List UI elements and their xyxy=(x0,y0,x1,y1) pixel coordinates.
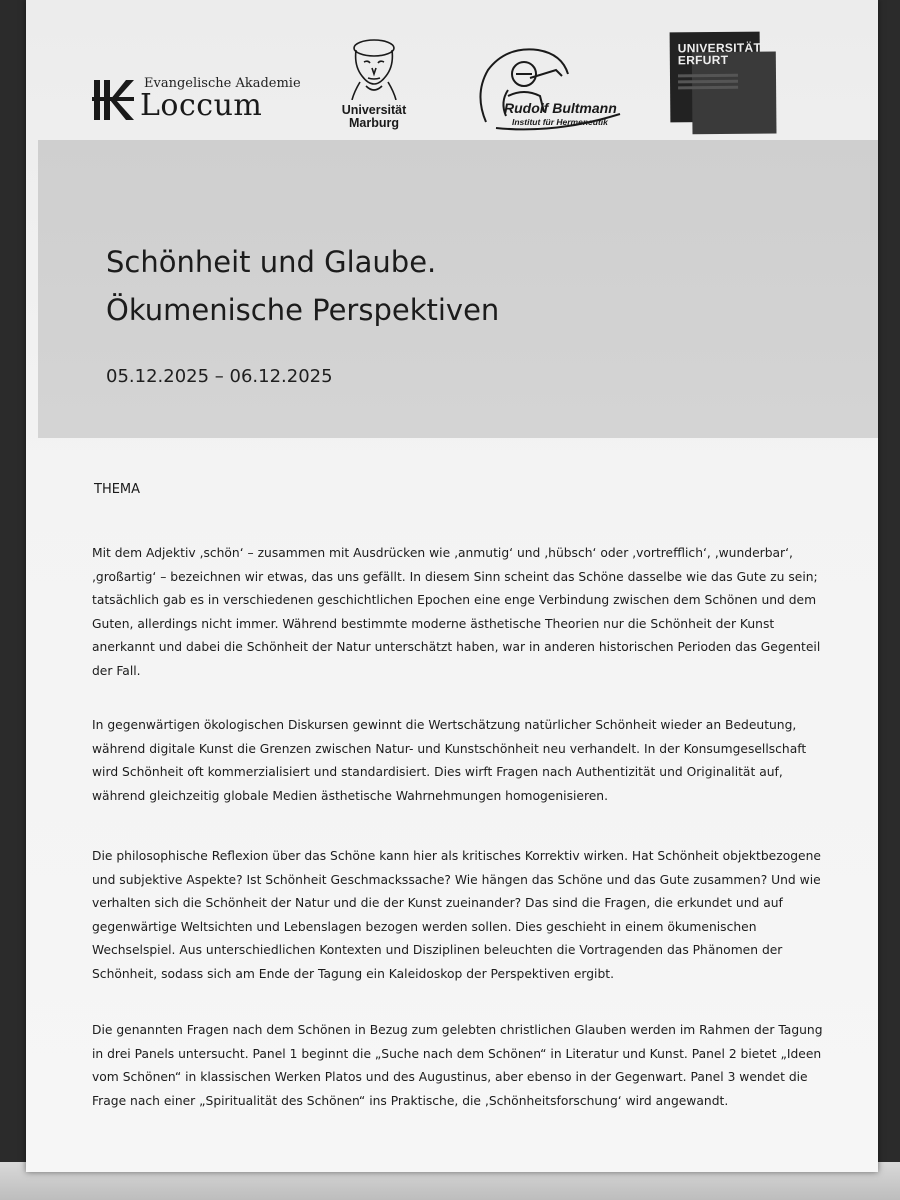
erfurt-fine-print xyxy=(678,74,738,78)
title-line-1: Schönheit und Glaube. xyxy=(106,245,437,279)
erfurt-line1: UNIVERSITÄT xyxy=(677,40,762,56)
text-line: gegenwärtige Weltsichten und Lebenslagen bezogen werden sollen. Dies geschieht in einem ökumenischen xyxy=(92,919,757,934)
text-line: in drei Panels untersucht. Panel 1 beginnt die „Suche nach dem Schönen“ in Literatur und Kunst. Panel 2 bietet „Ideen xyxy=(92,1046,822,1061)
text-line: Die genannten Fragen nach dem Schönen in Bezug zum gelebten christlichen Glauben werden im Rahmen der Tagung xyxy=(92,1023,823,1037)
event-date: 05.12.2025 – 06.12.2025 xyxy=(106,366,333,387)
text-line: tatsächlich gab es in verschiedenen geschichtlichen Epochen eine enge Verbindung zwischen dem Schönen und dem xyxy=(92,593,817,608)
marburg-logo xyxy=(334,36,414,130)
title-banner xyxy=(38,140,878,438)
text-line: Frage nach einer „Spiritualität des Schönen“ ins Praktische, die ‚Schönheitsforschung‘ wird angewandt. xyxy=(92,1093,729,1108)
erfurt-line2: ERFURT xyxy=(677,52,729,68)
text-line: während digitale Kunst die Grenzen zwischen Natur- und Kunstschönheit neu verhandelt. In der Konsumgesellschaft xyxy=(92,741,807,756)
text-line: der Fall. xyxy=(92,663,141,678)
text-line: Guten, allerdings nicht immer. Während bestimmte moderne ästhetische Theorien nur die Schönheit der Kunst xyxy=(92,616,775,631)
bultmann-subtitle: Institut für Hermeneutik xyxy=(512,117,608,127)
text-line: wird Schönheit oft kommerzialisiert und standardisiert. Dies wirft Fragen nach Authentizität und Originalität auf, xyxy=(92,765,783,780)
erfurt-logo xyxy=(670,32,761,123)
loccum-name: Loccum xyxy=(140,88,263,123)
text-line: In gegenwärtigen ökologischen Diskursen gewinnt die Wertschätzung natürlicher Schönheit wieder an Bedeutung, xyxy=(92,718,797,732)
paragraph-1 xyxy=(92,542,822,684)
paragraph-3 xyxy=(92,845,822,987)
marburg-line2: Marburg xyxy=(349,116,399,130)
text-line: und subjektive Aspekte? Ist Schönheit Geschmackssache? Wie hängen das Schöne und das Gute zusammen? Und wie xyxy=(92,872,821,887)
page-title xyxy=(106,238,499,334)
text-line: Schönheit, sodass sich am Ende der Tagung ein Kaleidoskop der Perspektiven ergibt. xyxy=(92,966,614,981)
text-line: vom Schönen“ in klassischen Werken Platos und des Augustinus, aber ebenso in der Gegenwart. Panel 3 wendet die xyxy=(92,1070,808,1085)
bultmann-logo xyxy=(466,44,626,134)
text-line: während gleichzeitig globale Medien ästhetische Wahrnehmungen homogenisieren. xyxy=(92,788,609,803)
logo-header xyxy=(26,0,878,140)
text-line: Mit dem Adjektiv ‚schön‘ – zusammen mit Ausdrücken wie ‚anmutig‘ und ‚hübsch‘ oder ‚vortrefflich‘, ‚wunderbar‘, xyxy=(92,546,793,560)
text-line: anerkannt und dabei die Schönheit der Natur unterschätzt haben, war in anderen historischen Perioden das Gegenteil xyxy=(92,640,821,655)
text-line: verhalten sich die Schönheit der Natur und die der Kunst zueinander? Das sind die Fragen, die erkundet und auf xyxy=(92,896,783,911)
loccum-subtitle: Evangelische Akademie xyxy=(144,76,301,91)
loccum-emblem-icon xyxy=(92,80,134,120)
section-label: THEMA xyxy=(94,482,141,497)
marburg-portrait-icon xyxy=(346,36,402,100)
title-line-2: Ökumenische Perspektiven xyxy=(106,293,500,327)
text-line: Wechselspiel. Aus unterschiedlichen Kontexten und Disziplinen beleuchten die Vortragenden das Phänomen der xyxy=(92,943,783,958)
text-line: ‚großartig‘ – bezeichnen wir etwas, das uns gefällt. In diesem Sinn scheint das Schöne dasselbe wie das Gute zu sein; xyxy=(92,569,818,584)
bultmann-name: Rudolf Bultmann xyxy=(504,100,617,116)
paragraph-2 xyxy=(92,714,822,808)
document-page xyxy=(26,0,878,1172)
text-line: Die philosophische Reflexion über das Schöne kann hier als kritisches Korrektiv wirken. Hat Schönheit objektbezogene xyxy=(92,849,821,863)
marburg-line1: Universität xyxy=(341,103,407,117)
paragraph-4 xyxy=(92,1019,822,1113)
